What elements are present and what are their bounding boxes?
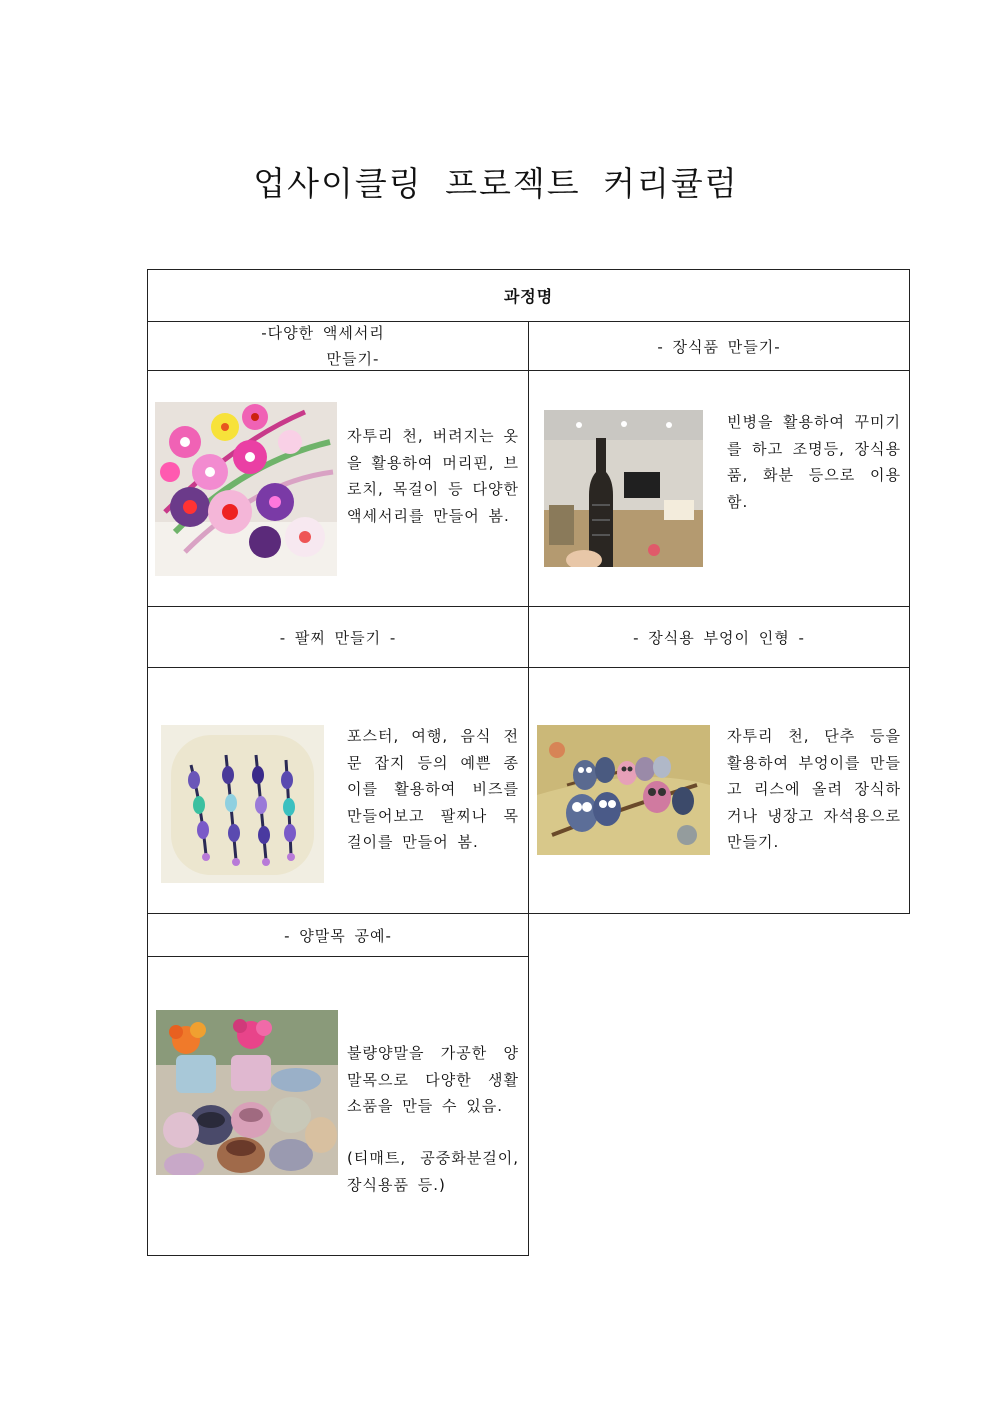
course-description: 빈병을 활용하여 꾸미기를 하고 조명등, 장식용품, 화분 등으로 이용함. xyxy=(727,413,901,511)
course-cell-owl-doll xyxy=(528,667,910,914)
course-name-bracelet: - 팔찌 만들기 - xyxy=(147,606,529,668)
page-title: 업사이클링 프로젝트 커리큘럼 xyxy=(253,164,739,203)
course-name-accessories xyxy=(147,321,529,371)
course-name-decorations: - 장식품 만들기- xyxy=(528,321,910,371)
decorated-bottle-photo xyxy=(544,410,703,567)
course-description: 포스터, 여행, 음식 전문 잡지 등의 예쁜 종이를 활용하여 비즈를 만들어보고 팔찌나 목걸이를 만들어 봄. xyxy=(347,727,519,851)
course-name-owl-doll: - 장식용 부엉이 인형 - xyxy=(528,606,910,668)
course-name-line2: 만들기- xyxy=(326,350,380,368)
sock-loop-basket-photo xyxy=(156,1010,338,1175)
course-description-note: (티매트, 공중화분걸이, 장식용품 등.) xyxy=(347,1149,519,1194)
course-name-sock-loop-craft: - 양말목 공예- xyxy=(147,913,529,957)
owl-doll-photo xyxy=(537,725,710,855)
course-cell-decorations xyxy=(528,370,910,607)
course-cell-sock-loop-craft xyxy=(147,956,529,1256)
course-description: 자투리 천, 버려지는 옷을 활용하여 머리핀, 브로치, 목걸이 등 다양한 액세서리를 만들어 봄. xyxy=(347,427,519,525)
flower-hairband-photo xyxy=(155,402,337,576)
course-name-line1: -다양한 액세서리 xyxy=(261,324,385,342)
course-description: 자투리 천, 단추 등을 활용하여 부엉이를 만들고 리스에 올려 장식하거나 냉장고 자석용으로 만들기. xyxy=(727,727,901,851)
course-cell-bracelet xyxy=(147,667,529,914)
table-header-course-name: 과정명 xyxy=(147,269,910,322)
paper-bead-bracelet-photo xyxy=(161,725,324,883)
course-cell-accessories xyxy=(147,370,529,607)
course-description: 불량양말을 가공한 양말목으로 다양한 생활소품을 만들 수 있음. xyxy=(347,1044,519,1115)
